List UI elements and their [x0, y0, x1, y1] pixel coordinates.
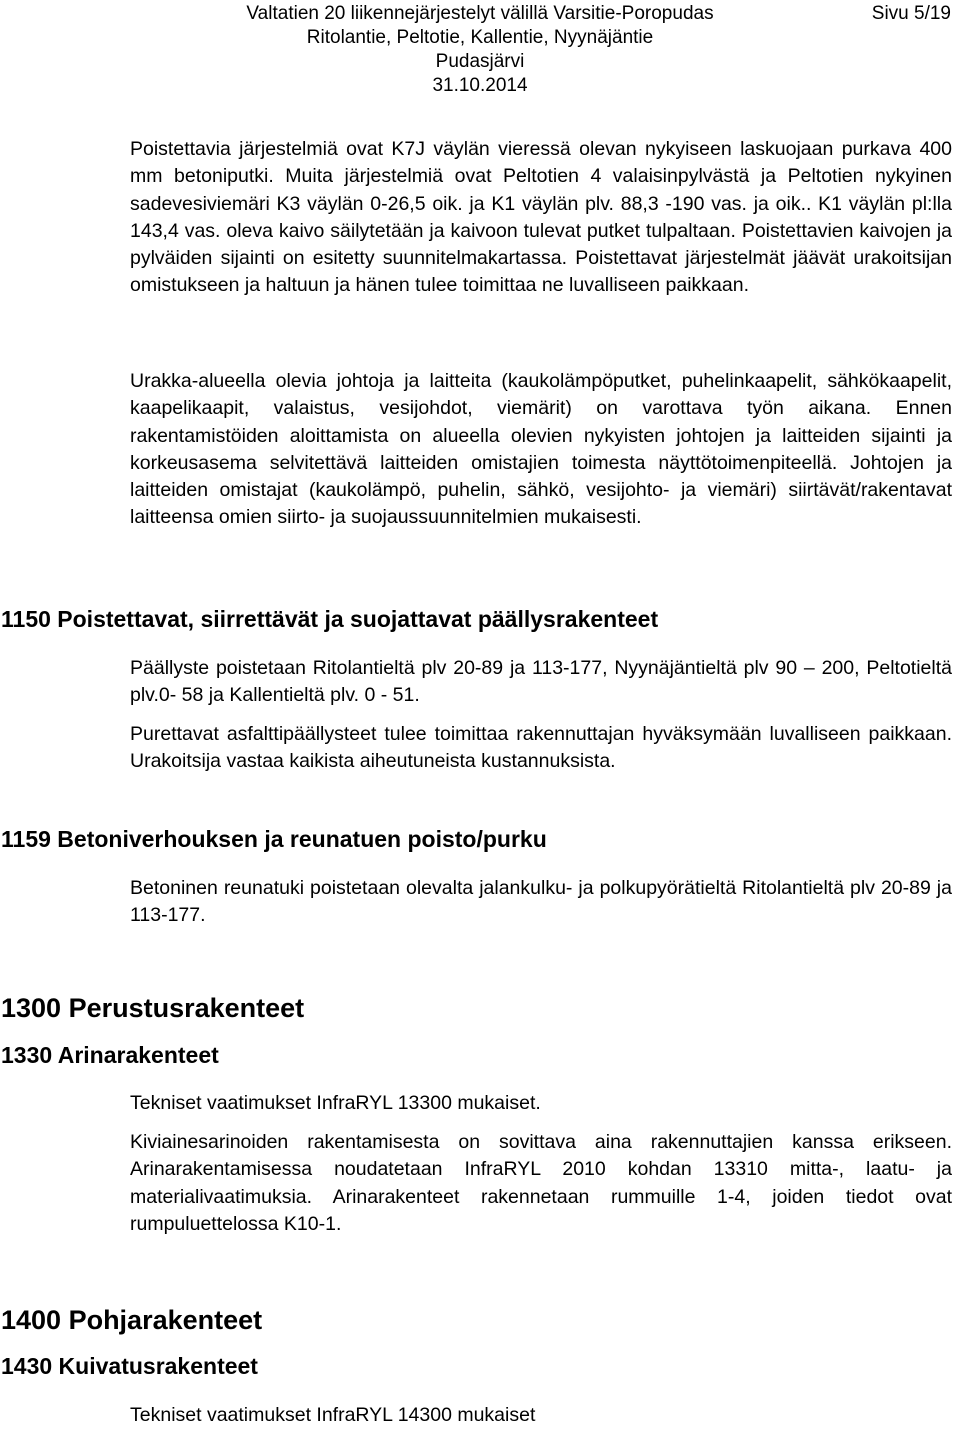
header-streets: Ritolantie, Peltotie, Kallentie, Nyynäjäntie [306, 27, 654, 48]
paragraph-removed-systems: Poistettavia järjestelmiä ovat K7J väylän vieressä olevan nykyiseen laskuojaan purkava 400 mm betoniputki. Muita järjestelmiä ovat Peltotien 4 valaisinpylvästä ja Peltotien nykyinen sadevesiviemäri K3 väylän 0-26,5 oik. ja K1 väylän plv. 88,3 -190 vas. ja oik.. K1 väylän pl:lla 143,4 vas. oleva kaivo säilytetään ja kaivoon tulevat putket tulpaltaan. Poistettavien kaivojen ja pylväiden sijainti on esitetty suunnitelmakartassa. Poistettavat järjestelmät jäävät urakoitsijan omistukseen ja haltuun ja hänen tulee toimittaa ne luvalliseen paikkaan. [130, 138, 952, 297]
heading-1430: 1430 Kuivatusrakenteet [1, 1353, 258, 1379]
paragraph-pavement-removal: Päällyste poistetaan Ritolantieltä plv 20-89 ja 113-177, Nyynäjäntieltä plv 90 – 200, Peltotieltä plv.0- 58 ja Kallentieltä plv. 0 - 51. [130, 657, 952, 707]
paragraph-utilities: Urakka-alueella olevia johtoja ja laitteita (kaukolämpöputket, puhelinkaapelit, sähkökaapelit, kaapelikaapit, valaistus, vesijohdot, viemärit) on varottava työn aikana. Ennen rakentamistöiden aloittamista on alueella olevien nykyisten johtojen ja laitteiden sijainti ja korkeusasema selvitettävä laitteiden omistajien toimesta näyttötoimenpiteellä. Johtojen ja laitteiden omistajat (kaukolämpö, puhelin, sähkö, vesijohto- ja viemäri) siirtävät/rakentavat laitteensa omien siirto- ja suojaussuunnitelmien mukaisesti. [130, 370, 952, 529]
heading-1330: 1330 Arinarakenteet [1, 1042, 219, 1068]
heading-1400: 1400 Pohjarakenteet [1, 1305, 263, 1335]
header-project-title: Valtatien 20 liikennejärjestelyt välillä Varsitie-Poropudas [246, 3, 714, 24]
heading-1159: 1159 Betoniverhouksen ja reunatuen poisto/purku [1, 826, 547, 852]
heading-1150: 1150 Poistettavat, siirrettävät ja suojattavat päällysrakenteet [1, 606, 659, 632]
heading-1300: 1300 Perustusrakenteet [1, 993, 305, 1023]
paragraph-drainage-requirements: Tekniset vaatimukset InfraRYL 14300 mukaiset [130, 1404, 536, 1426]
paragraph-grid-requirements: Tekniset vaatimukset InfraRYL 13300 mukaiset. [130, 1092, 541, 1114]
header-municipality: Pudasjärvi [435, 51, 525, 72]
paragraph-asphalt-disposal: Purettavat asfalttipäällysteet tulee toimittaa rakennuttajan hyväksymään luvalliseen paikkaan. Urakoitsija vastaa kaikista aiheutuneista kustannuksista. [130, 723, 952, 773]
document-header [120, 2, 840, 98]
header-date: 31.10.2014 [432, 75, 528, 96]
page-number: Sivu 5/19 [871, 3, 951, 24]
paragraph-curb-removal: Betoninen reunatuki poistetaan olevalta jalankulku- ja polkupyörätieltä Ritolantieltä plv 20-89 ja 113-177. [130, 877, 952, 927]
paragraph-grid-construction: Kiviainesarinoiden rakentamisesta on sovittava aina rakennuttajien kanssa erikseen. Arinarakentamisessa noudatetaan InfraRYL 2010 kohdan 13310 mitta-, laatu- ja materialivaatimuksia. Arinarakenteet rakennetaan rummuille 1-4, joiden tiedot ovat rumpuluettelossa K10-1. [130, 1131, 952, 1235]
